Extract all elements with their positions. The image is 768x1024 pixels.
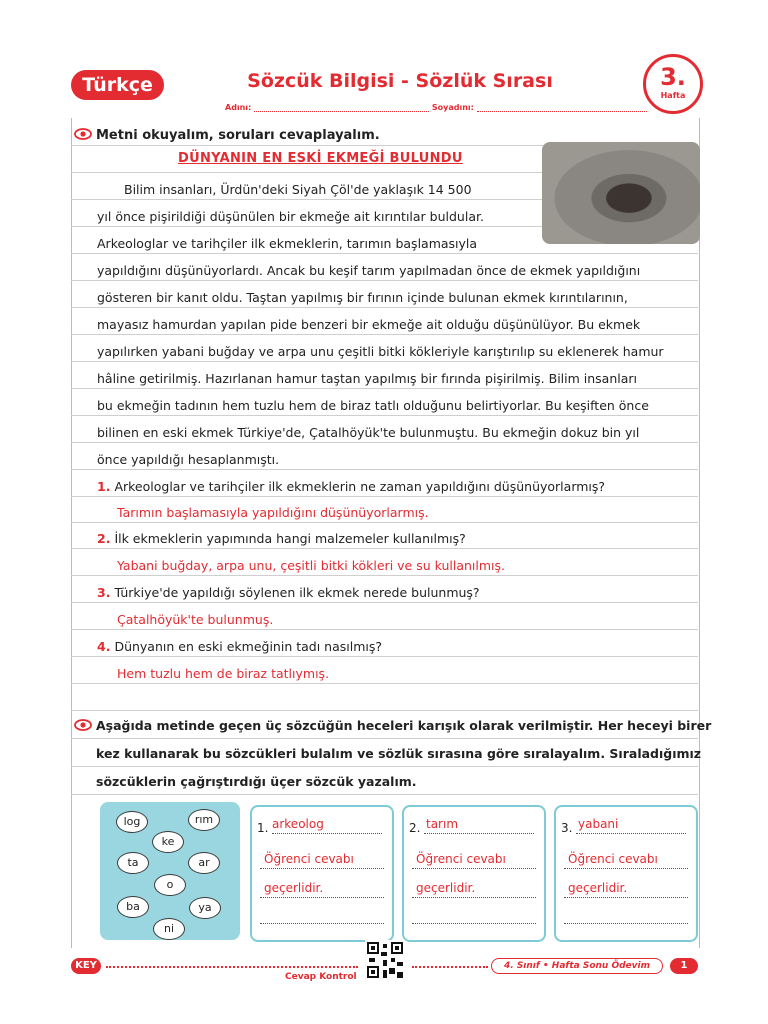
answer-line	[564, 923, 688, 924]
ruled-line	[71, 794, 698, 795]
answer-association[interactable]: geçerlidir.	[416, 881, 476, 895]
answer-2[interactable]: Yabani buğday, arpa unu, çeşitli bitki kökleri ve su kullanılmış.	[117, 558, 505, 573]
answer-line	[272, 833, 382, 834]
ruled-line	[71, 469, 698, 470]
answer-line	[424, 833, 534, 834]
passage-line: Bilim insanları, Ürdün'deki Siyah Çöl'de yaklaşık 14 500	[124, 182, 472, 197]
syllable-bubble: ba	[117, 896, 149, 918]
week-badge	[643, 54, 703, 114]
answer-line	[564, 897, 688, 898]
answer-number: 1.	[257, 821, 269, 835]
ruled-line	[71, 766, 698, 767]
answer-association[interactable]: Öğrenci cevabı	[264, 852, 354, 866]
ruled-line	[71, 280, 698, 281]
section2-instruction-line: sözcüklerin çağrıştırdığı üçer sözcük yazalım.	[96, 774, 417, 789]
question-2	[97, 531, 466, 546]
answer-line	[260, 923, 384, 924]
answer-word[interactable]: yabani	[578, 817, 619, 831]
key-badge: KEY	[71, 958, 101, 974]
question-number: 1.	[97, 479, 111, 494]
question-text: İlk ekmeklerin yapımında hangi malzemeler kullanılmış?	[114, 531, 466, 546]
eye-icon	[74, 719, 92, 731]
footer-dots	[412, 966, 488, 968]
passage-line: yapılırken yabani buğday ve arpa unu çeşitli bitki kökleriyle karıştırılıp su eklenerek hamur	[97, 344, 664, 359]
footer-dots	[106, 966, 358, 968]
syllable-bubble: ke	[152, 831, 184, 853]
question-number: 3.	[97, 585, 111, 600]
ruled-line	[71, 307, 698, 308]
page-title: Sözcük Bilgisi - Sözlük Sırası	[247, 70, 553, 92]
qr-code-icon[interactable]	[365, 940, 405, 980]
question-1	[97, 479, 605, 494]
question-text: Arkeologlar ve tarihçiler ilk ekmeklerin ne zaman yapıldığını düşünüyorlarmış?	[114, 479, 606, 494]
answer-association[interactable]: Öğrenci cevabı	[568, 852, 658, 866]
ruled-line	[71, 738, 698, 739]
question-number: 2.	[97, 531, 111, 546]
eye-icon	[74, 128, 92, 140]
answer-box-3	[554, 805, 698, 942]
answer-box-2	[402, 805, 546, 942]
question-text: Dünyanın en eski ekmeğinin tadı nasılmış?	[114, 639, 383, 654]
week-number: 3.	[660, 63, 686, 91]
passage-line: bu ekmeğin tadının hem tuzlu hem de biraz tatlı olduğunu belirtiyorlar. Bu keşiften önce	[97, 398, 649, 413]
passage-line: yapıldığını düşünüyorlardı. Ancak bu keşif tarım yapılmadan önce de ekmek yapıldığını	[97, 263, 641, 278]
syllable-bubble: ya	[189, 897, 221, 919]
passage-line: önce yapıldığı hesaplanmıştı.	[97, 452, 280, 467]
section1-instruction: Metni okuyalım, soruları cevaplayalım.	[96, 128, 380, 143]
answer-word[interactable]: arkeolog	[272, 817, 324, 831]
syllable-bubble: rım	[188, 809, 220, 831]
passage-line: Arkeologlar ve tarihçiler ilk ekmeklerin, tarımın başlamasıyla	[97, 236, 478, 251]
answer-line	[260, 897, 384, 898]
passage-line: bilinen en eski ekmek Türkiye'de, Çatalhöyük'te bulunmuştu. Bu ekmeğin dokuz bin yıl	[97, 425, 640, 440]
passage-line: yıl önce pişirildiği düşünülen bir ekmeğe ait kırıntılar buldular.	[97, 209, 484, 224]
syllable-bubble: ni	[153, 918, 185, 940]
ruled-line	[71, 710, 698, 711]
syllable-bubble: log	[116, 811, 148, 833]
name-label: Adını:	[225, 103, 252, 112]
answer-line	[412, 923, 536, 924]
question-text: Türkiye'de yapıldığı söylenen ilk ekmek nerede bulunmuş?	[114, 585, 480, 600]
answer-number: 2.	[409, 821, 421, 835]
week-label: Hafta	[660, 91, 686, 100]
ruled-line	[71, 361, 698, 362]
ancient-oven-photo	[542, 142, 700, 244]
answer-line	[412, 868, 536, 869]
syllable-bubble: ta	[117, 852, 149, 874]
ruled-line	[71, 683, 698, 684]
ruled-line	[71, 629, 698, 630]
answer-line	[260, 868, 384, 869]
subject-badge: Türkçe	[71, 70, 164, 100]
answer-association[interactable]: Öğrenci cevabı	[416, 852, 506, 866]
name-fields	[225, 102, 647, 112]
ruled-line	[71, 253, 698, 254]
answer-line	[576, 833, 686, 834]
answer-4[interactable]: Hem tuzlu hem de biraz tatlıymış.	[117, 666, 330, 681]
passage-title: DÜNYANIN EN ESKİ EKMEĞİ BULUNDU	[178, 151, 463, 166]
syllable-bubble: ar	[188, 852, 220, 874]
passage-line: hâline getirilmiş. Hazırlanan hamur taştan yapılmış bir fırında pişirilmiş. Bilim insanları	[97, 371, 638, 386]
answer-box-1	[250, 805, 394, 942]
answer-association[interactable]: geçerlidir.	[568, 881, 628, 895]
answer-3[interactable]: Çatalhöyük'te bulunmuş.	[117, 612, 274, 627]
answer-check-label: Cevap Kontrol	[285, 972, 357, 982]
syllable-box	[100, 802, 240, 940]
page-number: 1	[670, 958, 698, 974]
ruled-line	[71, 496, 698, 497]
ruled-line	[71, 334, 698, 335]
ruled-line	[71, 415, 698, 416]
passage-line: gösteren bir kanıt oldu. Taştan yapılmış bir fırının içinde bulunan ekmek kırıntılarının,	[97, 290, 628, 305]
surname-field[interactable]	[477, 102, 647, 112]
answer-number: 3.	[561, 821, 573, 835]
section2-instruction-line: kez kullanarak bu sözcükleri bulalım ve sözlük sırasına göre sıralayalım. Sıraladığımız	[96, 746, 702, 761]
answer-line	[412, 897, 536, 898]
question-number: 4.	[97, 639, 111, 654]
ruled-line	[71, 388, 698, 389]
answer-word[interactable]: tarım	[426, 817, 459, 831]
question-3	[97, 585, 480, 600]
ruled-line	[71, 656, 698, 657]
section2-instruction-line: Aşağıda metinde geçen üç sözcüğün heceleri karışık olarak verilmiştir. Her heceyi birer	[96, 718, 712, 733]
grade-label: 4. Sınıf • Hafta Sonu Ödevim	[491, 958, 663, 974]
ruled-line	[71, 602, 698, 603]
ruled-line	[71, 575, 698, 576]
passage-line: mayasız hamurdan yapılan pide benzeri bir ekmeğe ait olduğu düşünülüyor. Bu ekmek	[97, 317, 641, 332]
answer-association[interactable]: geçerlidir.	[264, 881, 324, 895]
answer-line	[564, 868, 688, 869]
name-field[interactable]	[254, 102, 429, 112]
ruled-line	[71, 442, 698, 443]
ruled-line	[71, 548, 698, 549]
ruled-line	[71, 522, 698, 523]
surname-label: Soyadını:	[431, 103, 474, 112]
question-4	[97, 639, 382, 654]
answer-1[interactable]: Tarımın başlamasıyla yapıldığını düşünüyorlarmış.	[117, 505, 429, 520]
syllable-bubble: o	[154, 874, 186, 896]
